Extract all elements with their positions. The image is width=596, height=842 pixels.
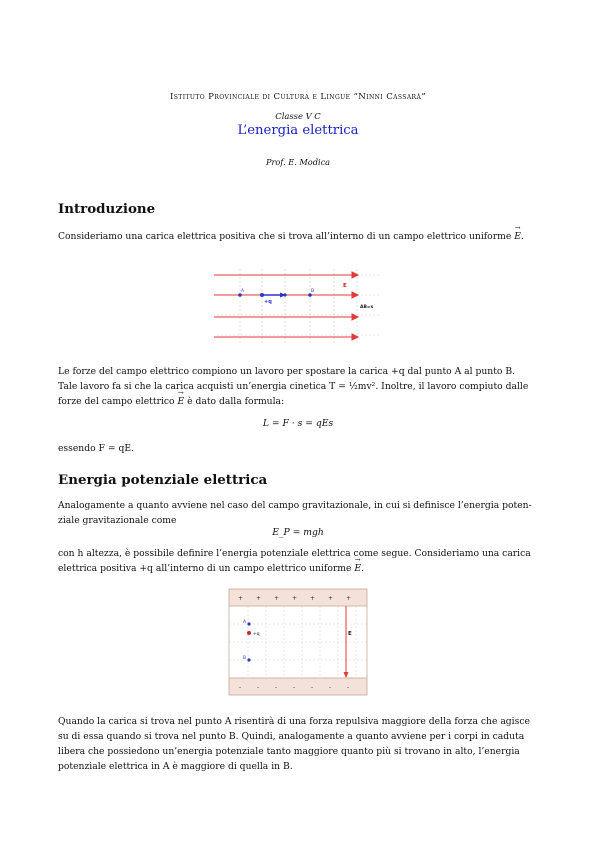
document-title: L’energia elettrica (237, 123, 359, 138)
field-arrowhead (344, 672, 349, 678)
svg-text:+: + (274, 595, 280, 602)
author: Prof. E. Modica (265, 157, 331, 167)
svg-text:-: - (329, 684, 332, 691)
intro-paragraph-3: essendo F = qE. (58, 443, 134, 454)
charge-dot (247, 631, 251, 635)
svg-text:+: + (238, 595, 244, 602)
svg-text:-: - (293, 684, 296, 691)
label-E: E (343, 283, 347, 289)
point-mid (283, 293, 286, 296)
label-B: B (311, 289, 315, 294)
point-B (247, 658, 250, 661)
potential-paragraph-3: Quando la carica si trova nel punto A risentirà di una forza repulsiva maggiore della forza che agisce su di essa quando si trova nel punto B. Quindi, analogamente a quanto avviene per i corpi in caduta libera che possiedono un’energia potenziale tanto maggiore quanto più si trovano in alto, l’energia potenziale elettrica in A è maggiore di quella in B. (58, 716, 530, 772)
label-B: B (243, 656, 247, 661)
label-q: +q (264, 299, 272, 305)
class-label: Classe V C (275, 111, 321, 121)
svg-text:+: + (328, 595, 334, 602)
svg-text:-: - (275, 684, 278, 691)
field-lines (214, 272, 358, 340)
figure-uniform-field (212, 267, 384, 347)
label-A: A (241, 289, 245, 294)
section-heading-introduzione: Introduzione (58, 201, 156, 217)
figure-capacitor-field (228, 588, 368, 698)
svg-text:+: + (292, 595, 298, 602)
vector-E: → E (354, 561, 361, 576)
label-E: E (348, 631, 352, 637)
label-A: A (243, 620, 247, 625)
section-heading-energia-potenziale: Energia potenziale elettrica (58, 472, 268, 488)
formula-gravitational-energy: E_P = mgh (272, 527, 324, 538)
svg-text:+: + (310, 595, 316, 602)
vector-E: → E (178, 394, 185, 409)
formula-work: L = F · s = qEs (262, 418, 334, 429)
potential-paragraph-1: Analogamente a quanto avviene nel caso del campo gravitazionale, in cui si definisce l’energia poten- ziale gravitazionale come (58, 500, 532, 526)
institute-name: Istituto Provinciale di Cultura e Lingue “Ninni Cassarà” (169, 92, 426, 102)
label-q: +q (253, 632, 260, 637)
svg-text:-: - (239, 684, 242, 691)
label-AB-s: AB=s (360, 305, 374, 310)
grid (217, 269, 380, 343)
vector-E: → E (514, 229, 521, 244)
svg-text:+: + (256, 595, 262, 602)
point-A (247, 622, 250, 625)
svg-text:-: - (311, 684, 314, 691)
charge-dot (260, 293, 264, 297)
intro-paragraph-1: Consideriamo una carica elettrica positiva che si trova all’interno di un campo elettrico uniforme → E. (58, 229, 542, 244)
svg-text:-: - (257, 684, 260, 691)
potential-paragraph-2: con h altezza, è possibile definire l’energia potenziale elettrica come segue. Consideriamo una carica elettrica positiva +q all’interno di un campo elettrico uniforme → E. (58, 546, 542, 576)
svg-text:-: - (347, 684, 350, 691)
svg-text:+: + (346, 595, 352, 602)
intro-paragraph-2: Le forze del campo elettrico compiono un lavoro per spostare la carica +q dal punto A al punto B. Tale lavoro fa si che la carica acquisti un’energia cinetica T = ½mv². Inoltre, il lavoro compiuto dalle forze del campo elettrico → E è dato dalla formula: (58, 364, 542, 409)
